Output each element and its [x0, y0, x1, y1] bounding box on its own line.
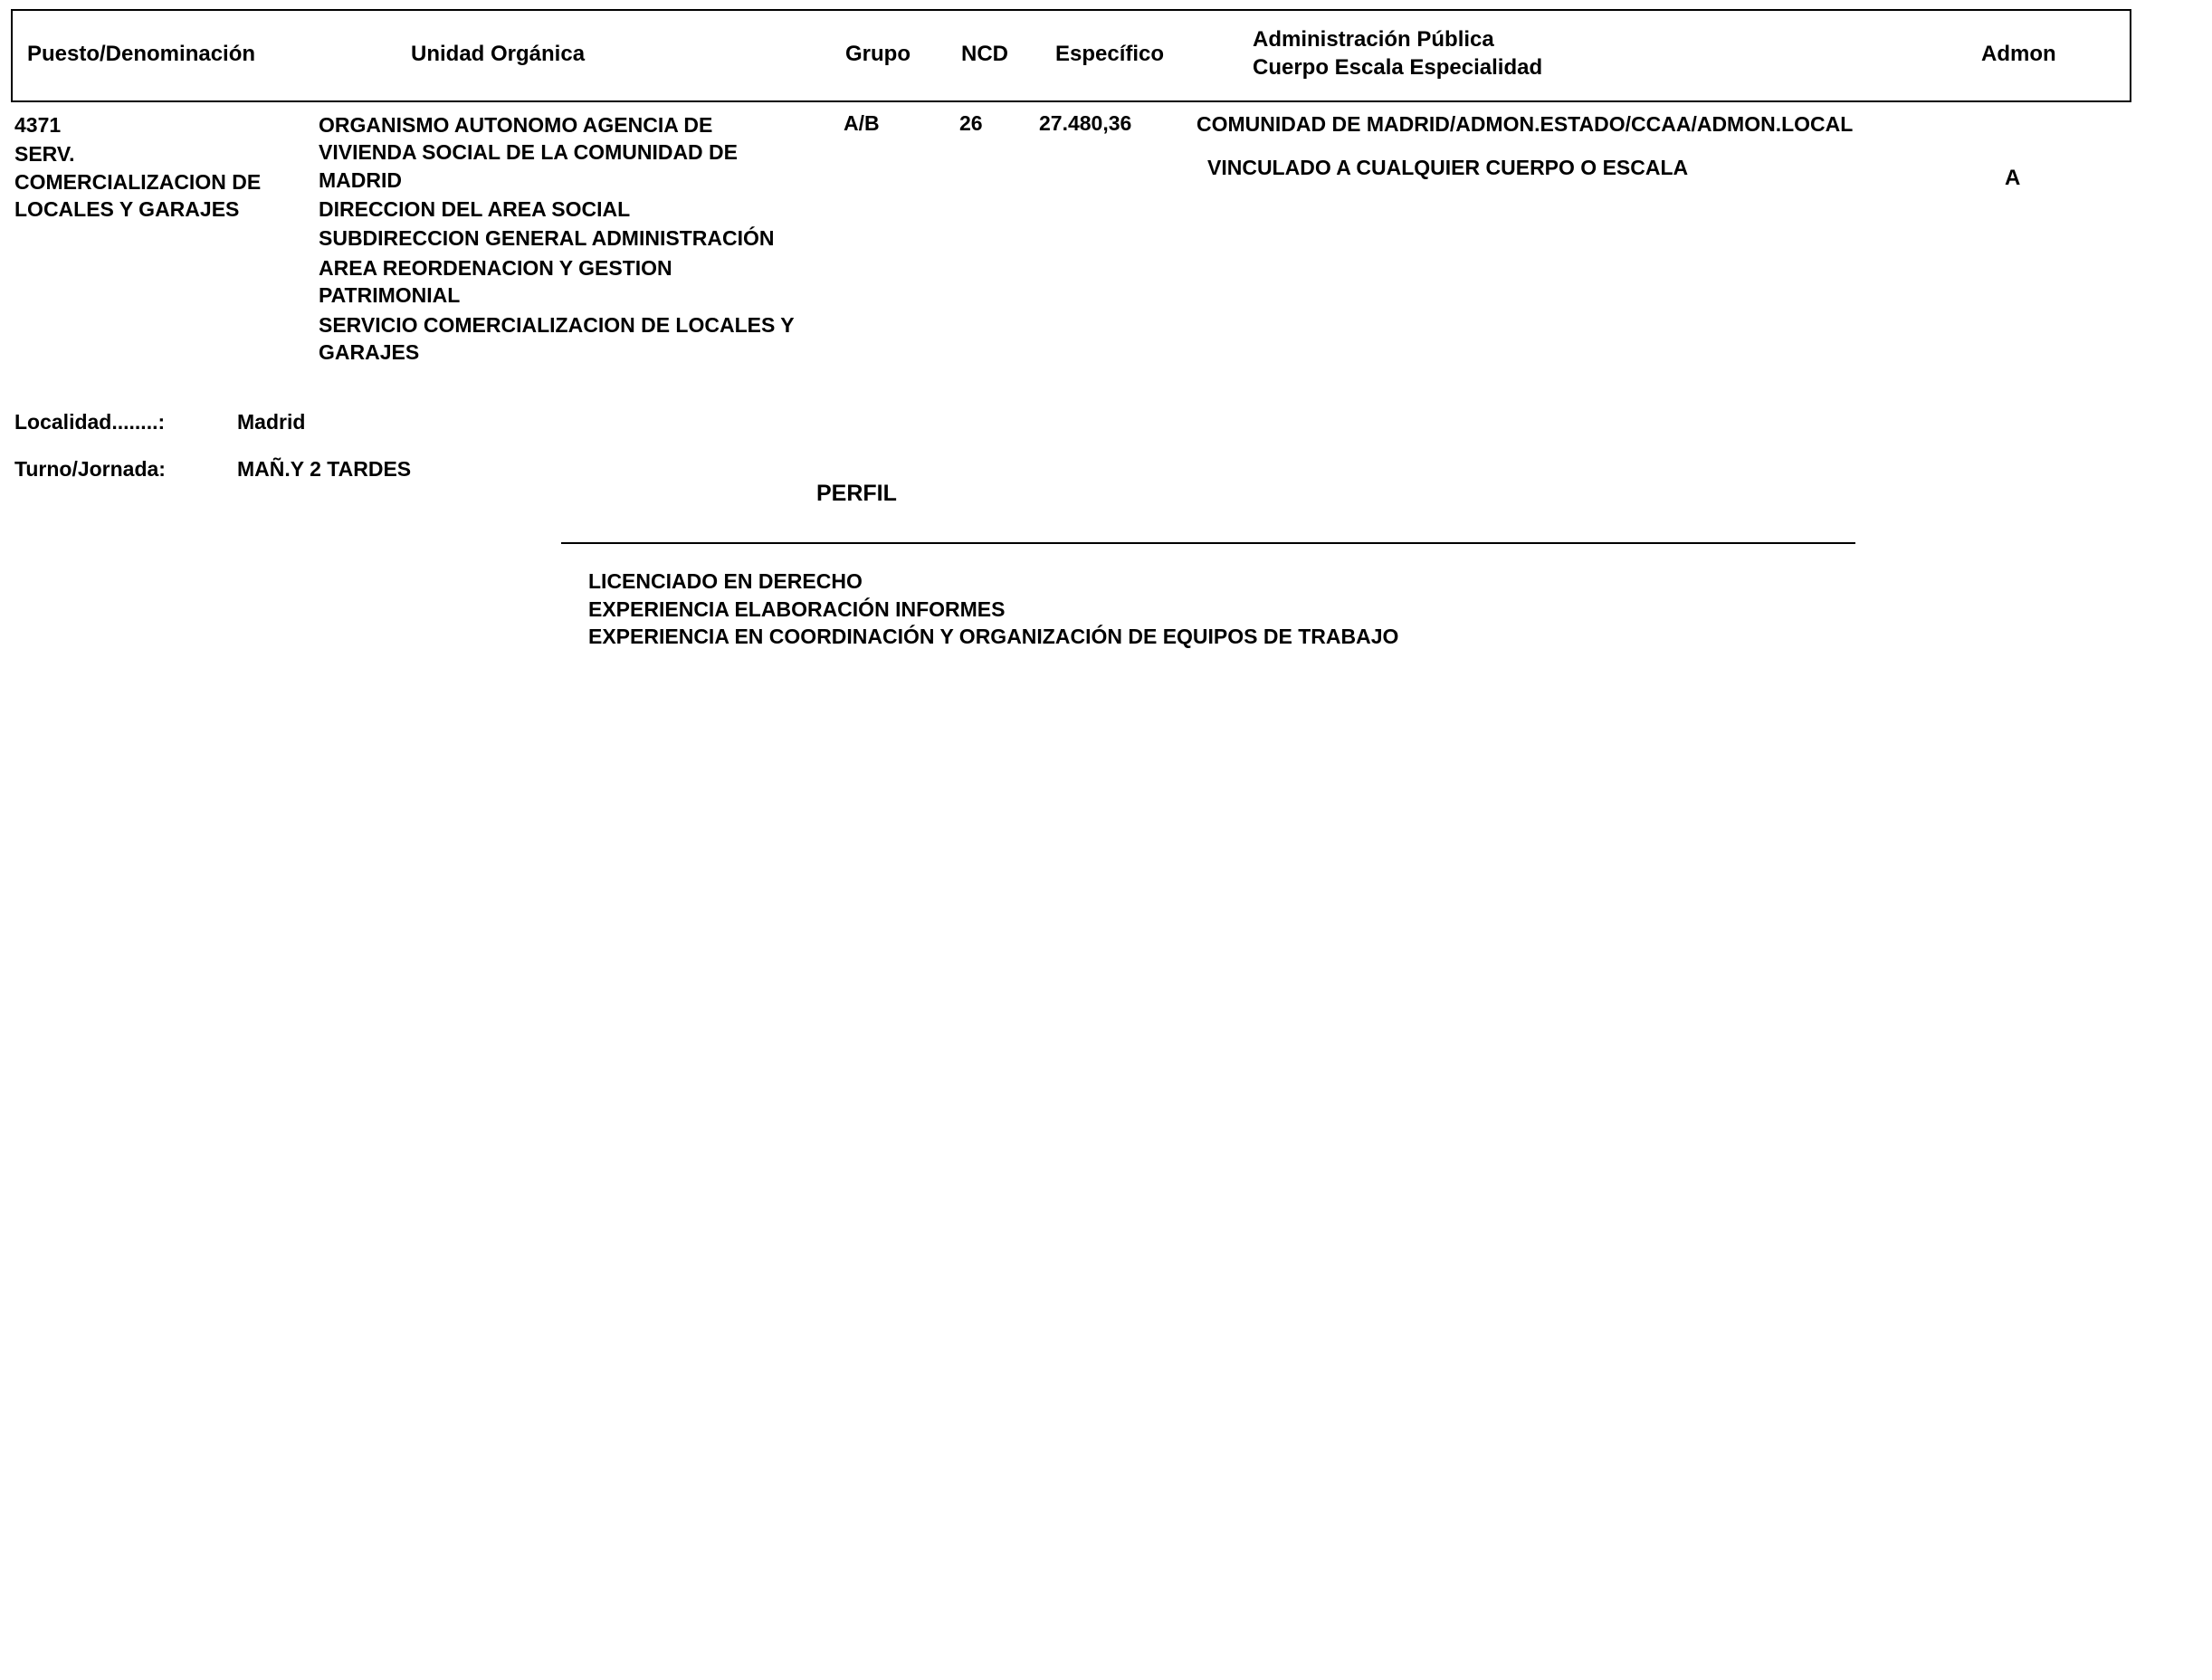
- localidad-label: Localidad........:: [14, 410, 166, 434]
- perfil-line: EXPERIENCIA ELABORACIÓN INFORMES: [588, 597, 1006, 621]
- column-header-unidad-organica: Unidad Orgánica: [411, 42, 586, 66]
- column-header-admon: Admon: [1981, 42, 2056, 66]
- cell-unidad-organica: [319, 111, 798, 366]
- administracion-publica-value: COMUNIDAD DE MADRID/ADMON.ESTADO/CCAA/ADMON.LOCAL: [1197, 112, 1854, 136]
- perfil-line: EXPERIENCIA EN COORDINACIÓN Y ORGANIZACIÓN DE EQUIPOS DE TRABAJO: [588, 625, 1399, 649]
- cell-puesto: [14, 111, 286, 223]
- cell-administracion-publica: [1197, 111, 1884, 182]
- perfil-requirements: [588, 568, 1398, 651]
- unidad-line: ORGANISMO AUTONOMO AGENCIA DE VIVIENDA SOCIAL DE LA COMUNIDAD DE MADRID: [319, 113, 739, 192]
- column-header-puesto: Puesto/Denominación: [27, 42, 256, 66]
- unidad-line: DIRECCION DEL AREA SOCIAL: [319, 197, 631, 222]
- column-header-grupo: Grupo: [845, 42, 911, 66]
- localidad-value: Madrid: [237, 410, 306, 434]
- column-header-especifico: Específico: [1055, 42, 1165, 66]
- cell-ncd: 26: [959, 111, 983, 135]
- column-header-ncd: NCD: [961, 42, 1008, 66]
- unidad-line: SERVICIO COMERCIALIZACION DE LOCALES Y GARAJES: [319, 312, 795, 364]
- cell-admon: A: [2005, 166, 2021, 190]
- cell-especifico: 27.480,36: [1039, 111, 1132, 135]
- unidad-line: AREA REORDENACION Y GESTION PATRIMONIAL: [319, 255, 672, 308]
- column-header-cuerpo-escala-especialidad: Cuerpo Escala Especialidad: [1253, 55, 1543, 80]
- unidad-line: SUBDIRECCION GENERAL ADMINISTRACIÓN: [319, 226, 775, 251]
- puesto-codigo: 4371: [14, 113, 62, 137]
- puesto-denominacion: SERV. COMERCIALIZACION DE LOCALES Y GARAJES: [14, 142, 262, 222]
- table-header: [11, 9, 2131, 102]
- column-header-administracion-publica: Administración Pública: [1253, 27, 1494, 52]
- perfil-divider: [561, 542, 1855, 544]
- perfil-line: LICENCIADO EN DERECHO: [588, 569, 863, 593]
- cell-grupo: A/B: [844, 111, 880, 135]
- turno-jornada-value: MAÑ.Y 2 TARDES: [237, 457, 412, 481]
- turno-jornada-label: Turno/Jornada:: [14, 457, 166, 481]
- cuerpo-escala-value: VINCULADO A CUALQUIER CUERPO O ESCALA: [1207, 155, 1689, 179]
- perfil-title: PERFIL: [816, 481, 897, 506]
